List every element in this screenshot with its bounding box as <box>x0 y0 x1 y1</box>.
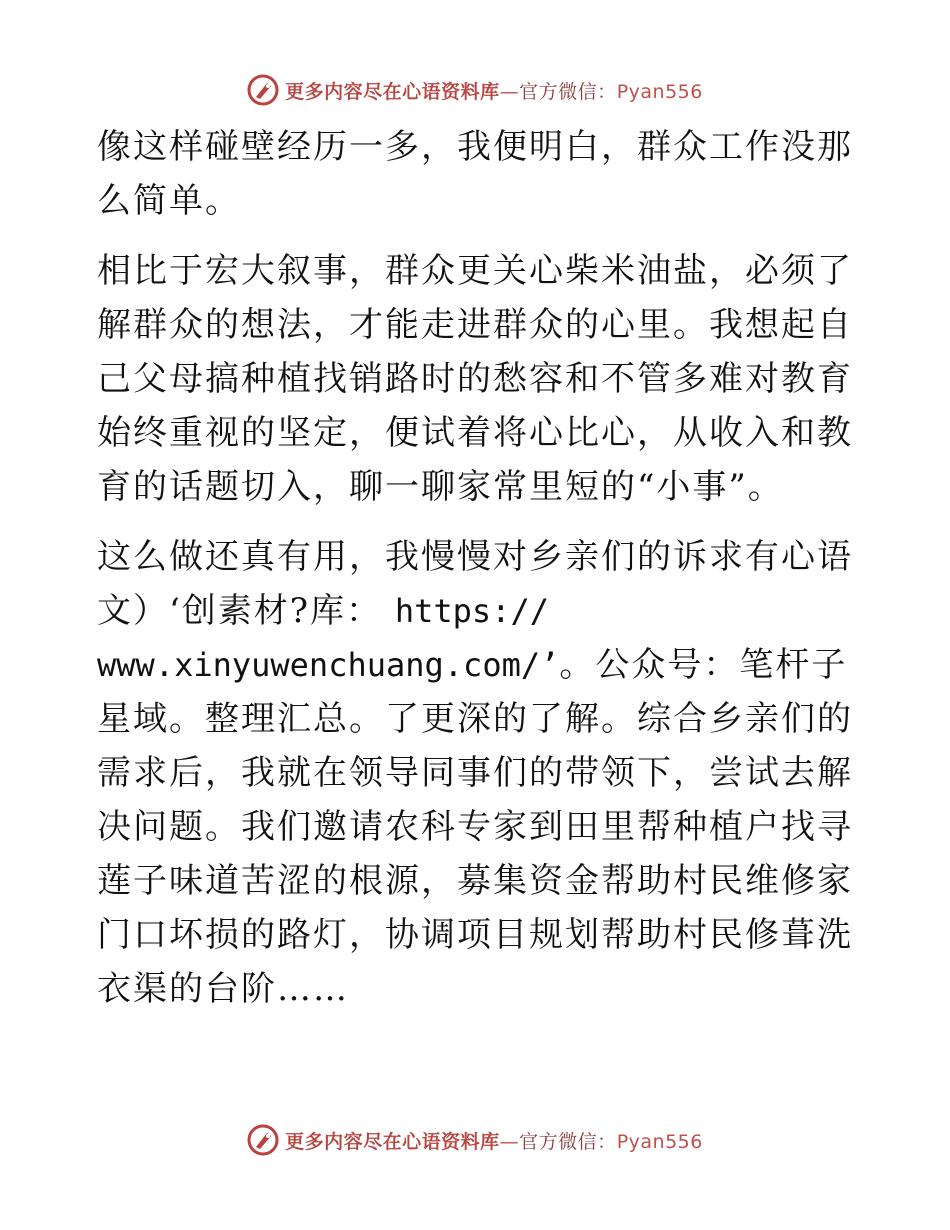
paragraph-3-url-part-2: www.xinyuwenchuang.com/’ <box>97 646 560 684</box>
paragraph-1: 像这样碰壁经历一多，我便明白，群众工作没那么简单。 <box>97 127 853 221</box>
banner-wechat-id: Pyan556 <box>616 1130 703 1153</box>
header-watermark-banner <box>0 70 950 110</box>
banner-wechat-label: 官方微信： <box>519 1130 617 1153</box>
banner-text <box>285 77 703 104</box>
paragraph-3-url-part-1: https:// <box>394 592 549 630</box>
banner-text <box>285 1127 703 1154</box>
banner-wechat-id: Pyan556 <box>616 80 703 103</box>
pen-nib-logo-icon <box>247 74 279 106</box>
paragraph-2: 相比于宏大叙事，群众更关心柴米油盐，必须了解群众的想法，才能走进群众的心里。我想起自己父母搞种植找销路时的愁容和不管多难对教育始终重视的坚定，便试着将心比心，从收入和教育的话题切入，聊一聊家常里短的“小事”。 <box>97 251 853 507</box>
paragraph-3-line-3-text: 。公众号：笔杆子星 <box>97 645 848 739</box>
paragraph-3 <box>97 530 857 1016</box>
banner-brand: 更多内容尽在心语资料库 <box>285 80 500 103</box>
banner-separator: — <box>499 80 520 103</box>
paragraph-3-rest: 域。整理汇总。了更深的了解。综合乡亲们的需求后，我就在领导同事们的带领下，尝试去解决问题。我们邀请农科专家到田里帮种植户找寻莲子味道苦涩的根源，募集资金帮助村民维修家门口坏损的路灯，协调项目规划帮助村民修葺洗衣渠的台阶…… <box>97 699 853 1009</box>
footer-watermark-banner <box>0 1120 950 1160</box>
paragraph-3-line-2-text: 文）‘创素材?库： <box>97 591 383 631</box>
document-body <box>97 120 857 1016</box>
banner-brand: 更多内容尽在心语资料库 <box>285 1130 500 1153</box>
pen-nib-logo-icon <box>247 1124 279 1156</box>
paragraph-3-line-1: 这么做还真有用，我慢慢对乡亲们的诉求有心语 <box>97 537 853 577</box>
banner-separator: — <box>499 1130 520 1153</box>
banner-wechat-label: 官方微信： <box>519 80 617 103</box>
